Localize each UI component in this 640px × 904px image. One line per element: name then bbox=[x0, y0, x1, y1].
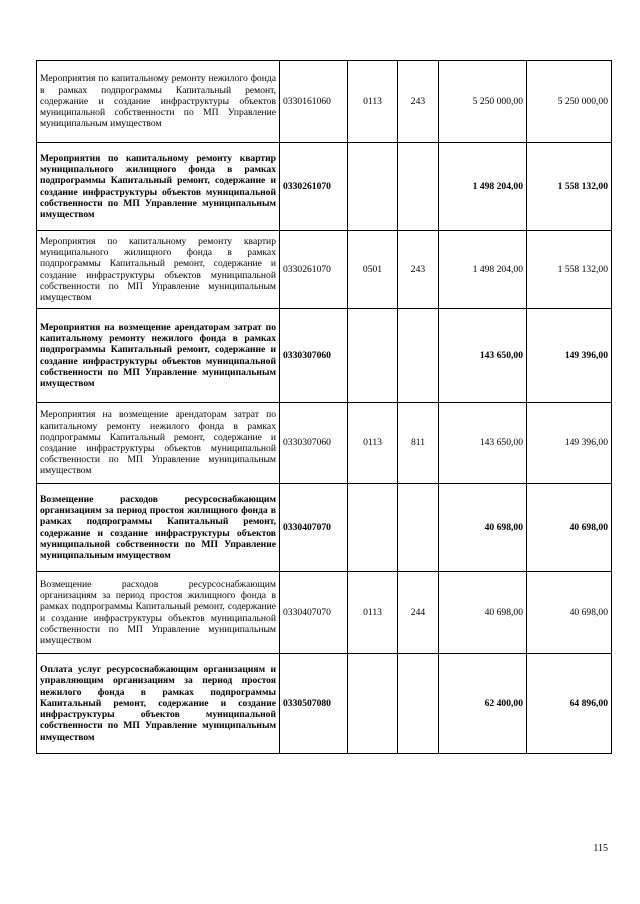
cell-target-article: 0330407070 bbox=[280, 572, 348, 654]
cell-expense-type: 244 bbox=[398, 572, 439, 654]
cell-amount-year2: 149 396,00 bbox=[527, 403, 612, 484]
table-row bbox=[37, 143, 612, 231]
budget-table bbox=[36, 60, 612, 754]
cell-amount-year1: 5 250 000,00 bbox=[439, 61, 527, 143]
cell-amount-year2: 5 250 000,00 bbox=[527, 61, 612, 143]
table-row bbox=[37, 654, 612, 754]
cell-amount-year1: 40 698,00 bbox=[439, 484, 527, 572]
table-row bbox=[37, 309, 612, 403]
budget-table-body bbox=[37, 61, 612, 754]
cell-amount-year2: 64 896,00 bbox=[527, 654, 612, 754]
cell-expense-type: 243 bbox=[398, 231, 439, 309]
cell-description: Оплата услуг ресурсоснабжающим организациям и управляющим организациям за период простоя нежилого фонда в рамках подпрограммы Капитальный ремонт, содержание и создание инфраструктуры объектов муниципальной собственности по МП Управление муниципальным имуществом bbox=[37, 654, 280, 754]
cell-description: Мероприятия на возмещение арендаторам затрат по капитальному ремонту нежилого фонда в рамках подпрограммы Капитальный ремонт, содержание и создание инфраструктуры объектов муниципальной собственности по МП Управление муниципальным имуществом bbox=[37, 309, 280, 403]
cell-amount-year2: 1 558 132,00 bbox=[527, 231, 612, 309]
cell-amount-year1: 1 498 204,00 bbox=[439, 143, 527, 231]
cell-amount-year2: 1 558 132,00 bbox=[527, 143, 612, 231]
cell-description: Мероприятия на возмещение арендаторам затрат по капитальному ремонту нежилого фонда в рамках подпрограммы Капитальный ремонт, содержание и создание инфраструктуры объектов муниципальной собственности по МП Управление муниципальным имуществом bbox=[37, 403, 280, 484]
cell-section bbox=[348, 654, 398, 754]
cell-expense-type bbox=[398, 484, 439, 572]
cell-target-article: 0330307060 bbox=[280, 309, 348, 403]
table-row bbox=[37, 403, 612, 484]
cell-amount-year1: 40 698,00 bbox=[439, 572, 527, 654]
cell-description: Мероприятия по капитальному ремонту нежилого фонда в рамках подпрограммы Капитальный ремонт, содержание и создание инфраструктуры объектов муниципальной собственности по МП Управление муниципальным имуществом bbox=[37, 61, 280, 143]
cell-amount-year1: 1 498 204,00 bbox=[439, 231, 527, 309]
cell-target-article: 0330407070 bbox=[280, 484, 348, 572]
cell-expense-type: 243 bbox=[398, 61, 439, 143]
cell-amount-year1: 143 650,00 bbox=[439, 403, 527, 484]
cell-section: 0113 bbox=[348, 61, 398, 143]
cell-amount-year2: 40 698,00 bbox=[527, 572, 612, 654]
cell-description: Мероприятия по капитальному ремонту квартир муниципального жилищного фонда в рамках подпрограммы Капитальный ремонт, содержание и создание инфраструктуры объектов муниципальной собственности по МП Управление муниципальным имуществом bbox=[37, 143, 280, 231]
cell-section: 0113 bbox=[348, 572, 398, 654]
cell-amount-year1: 143 650,00 bbox=[439, 309, 527, 403]
cell-description: Возмещение расходов ресурсоснабжающим организациям за период простоя жилищного фонда в рамках подпрограммы Капитальный ремонт, содержание и создание инфраструктуры объектов муниципальной собственности по МП Управление муниципальным имуществом bbox=[37, 484, 280, 572]
cell-amount-year2: 40 698,00 bbox=[527, 484, 612, 572]
cell-target-article: 0330261070 bbox=[280, 231, 348, 309]
cell-section bbox=[348, 143, 398, 231]
cell-target-article: 0330507080 bbox=[280, 654, 348, 754]
table-row bbox=[37, 61, 612, 143]
cell-amount-year2: 149 396,00 bbox=[527, 309, 612, 403]
cell-expense-type bbox=[398, 309, 439, 403]
cell-description: Мероприятия по капитальному ремонту квартир муниципального жилищного фонда в рамках подпрограммы Капитальный ремонт, содержание и создание инфраструктуры объектов муниципальной собственности по МП Управление муниципальным имуществом bbox=[37, 231, 280, 309]
cell-section bbox=[348, 309, 398, 403]
table-row bbox=[37, 231, 612, 309]
cell-target-article: 0330161060 bbox=[280, 61, 348, 143]
cell-target-article: 0330307060 bbox=[280, 403, 348, 484]
cell-section bbox=[348, 484, 398, 572]
cell-target-article: 0330261070 bbox=[280, 143, 348, 231]
cell-amount-year1: 62 400,00 bbox=[439, 654, 527, 754]
cell-expense-type bbox=[398, 143, 439, 231]
table-row bbox=[37, 484, 612, 572]
cell-description: Возмещение расходов ресурсоснабжающим организациям за период простоя жилищного фонда в рамках подпрограммы Капитальный ремонт, содержание и создание инфраструктуры объектов муниципальной собственности по МП Управление муниципальным имуществом bbox=[37, 572, 280, 654]
table-row bbox=[37, 572, 612, 654]
page-number: 115 bbox=[593, 843, 608, 854]
cell-expense-type bbox=[398, 654, 439, 754]
cell-section: 0501 bbox=[348, 231, 398, 309]
cell-section: 0113 bbox=[348, 403, 398, 484]
cell-expense-type: 811 bbox=[398, 403, 439, 484]
